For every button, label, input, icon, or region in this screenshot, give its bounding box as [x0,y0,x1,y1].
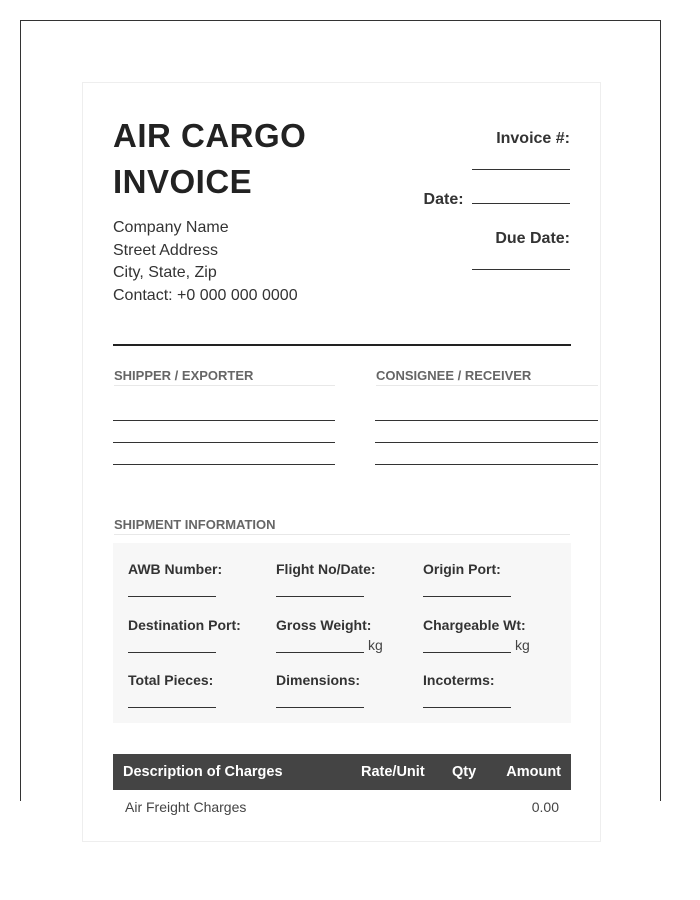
page-frame [20,20,661,815]
date-row [424,191,570,209]
chargeable-weight-label: Chargeable Wt: [423,617,526,633]
charge-row-amount: 0.00 [531,799,559,815]
destination-port-field[interactable] [128,652,216,653]
invoice-number-field[interactable] [472,169,570,170]
column-amount: Amount [506,764,561,780]
dimensions-field[interactable] [276,707,364,708]
due-date-field[interactable] [472,269,570,270]
chargeable-weight-unit: kg [515,637,530,653]
header-divider [113,344,571,346]
shipper-line-2[interactable] [113,442,335,443]
charges-table-header [113,754,571,790]
company-contact: Contact: +0 000 000 0000 [113,286,298,304]
flight-no-date-label: Flight No/Date: [276,561,376,577]
company-name: Company Name [113,219,229,236]
consignee-heading: CONSIGNEE / RECEIVER [376,368,598,386]
consignee-line-3[interactable] [375,464,598,465]
date-field[interactable] [472,203,570,204]
company-city: City, State, Zip [113,264,217,281]
total-pieces-field[interactable] [128,707,216,708]
company-street: Street Address [113,241,218,259]
shipper-line-1[interactable] [113,420,335,421]
date-label: Date: [423,191,464,208]
incoterms-label: Incoterms: [423,672,495,688]
shipment-info-heading: SHIPMENT INFORMATION [114,517,570,535]
destination-port-label: Destination Port: [128,617,241,633]
column-description: Description of Charges [123,764,283,780]
total-pieces-label: Total Pieces: [128,672,214,688]
due-date-label: Due Date: [495,230,570,247]
dimensions-label: Dimensions: [276,672,361,688]
invoice-document [82,82,601,842]
flight-no-date-field[interactable] [276,596,364,597]
column-qty: Qty [452,764,477,780]
awb-number-field[interactable] [128,596,216,597]
company-info [113,217,298,307]
awb-number-label: AWB Number: [128,561,223,577]
invoice-number-label: Invoice #: [496,130,570,147]
chargeable-weight-field[interactable] [423,652,511,653]
origin-port-label: Origin Port: [423,561,501,577]
invoice-title-line-1: AIR CARGO [113,117,307,154]
gross-weight-unit: kg [368,637,383,653]
gross-weight-label: Gross Weight: [276,617,372,633]
shipper-line-3[interactable] [113,464,335,465]
shipment-info-box [113,543,571,723]
invoice-title-line-2: INVOICE [113,163,253,200]
invoice-title [113,113,306,205]
gross-weight-field[interactable] [276,652,364,653]
consignee-line-2[interactable] [375,442,598,443]
column-rate-unit: Rate/Unit [361,764,425,780]
consignee-line-1[interactable] [375,420,598,421]
incoterms-field[interactable] [423,707,511,708]
shipper-heading: SHIPPER / EXPORTER [114,368,335,386]
charge-row-description: Air Freight Charges [125,799,247,815]
origin-port-field[interactable] [423,596,511,597]
